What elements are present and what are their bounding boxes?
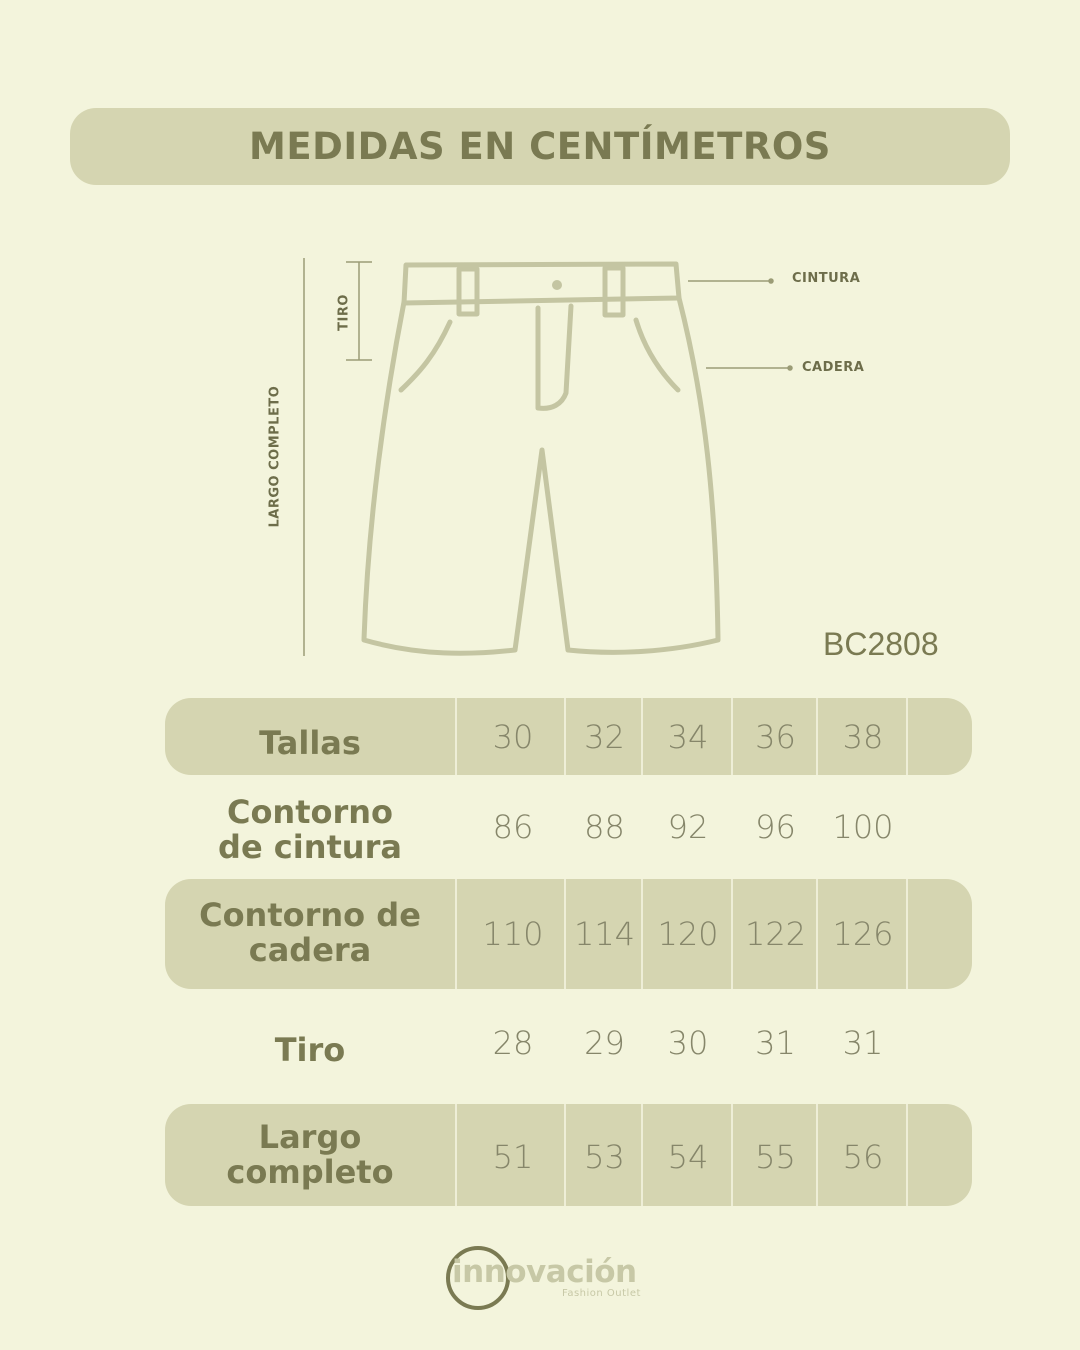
cadera-leader-dot: [788, 366, 792, 370]
row-label-largo: [165, 1120, 455, 1190]
value-cell: 114: [573, 915, 636, 953]
value-cell: 51: [492, 1138, 534, 1176]
brand-name: innovación: [452, 1254, 637, 1290]
product-code: BC2808: [823, 626, 939, 662]
value-cell: 55: [755, 1138, 796, 1176]
row-label-tallas: [165, 718, 455, 768]
label-text: Tallas: [259, 723, 361, 762]
brand-tagline: Fashion Outlet: [562, 1288, 641, 1299]
value-cell: 28: [492, 1024, 534, 1062]
value-cell: 122: [744, 915, 807, 953]
label-line: Contorno de: [199, 896, 421, 934]
size-cell: 38: [842, 718, 884, 756]
value-cell: 29: [584, 1024, 625, 1062]
value-cell: 126: [832, 915, 894, 953]
page-title: MEDIDAS EN CENTÍMETROS: [249, 125, 831, 168]
value-cell: 86: [492, 808, 534, 846]
label-line: completo: [226, 1153, 394, 1191]
tiro-label: TIRO: [336, 294, 352, 331]
waistband-outline: [404, 264, 679, 303]
cadera-label: CADERA: [802, 360, 865, 375]
size-cell: 34: [667, 718, 709, 756]
cintura-label: CINTURA: [792, 271, 861, 286]
value-cell: 110: [482, 915, 544, 953]
value-cell: 31: [842, 1024, 884, 1062]
row-label-tiro: [165, 1025, 455, 1075]
value-cell: 100: [832, 808, 894, 846]
cintura-leader-dot: [769, 279, 773, 283]
size-cell: 32: [584, 718, 625, 756]
pocket-left: [401, 322, 450, 390]
button-dot: [552, 280, 562, 290]
fly-outline: [538, 306, 571, 408]
value-cell: 96: [755, 808, 796, 846]
row-label-cadera: [165, 898, 455, 968]
label-text: Tiro: [274, 1030, 346, 1069]
value-cell: 31: [755, 1024, 796, 1062]
label-line: cadera: [248, 931, 372, 969]
value-cell: 120: [657, 915, 719, 953]
label-line: Contorno: [226, 793, 394, 831]
value-cell: 54: [667, 1138, 709, 1176]
row-label-cintura: [165, 795, 455, 865]
belt-loop-right: [605, 268, 623, 315]
largo-completo-label: LARGO COMPLETO: [267, 385, 283, 528]
pocket-right: [636, 320, 678, 390]
value-cell: 88: [584, 808, 625, 846]
belt-loop-left: [459, 269, 477, 314]
shorts-outline: [364, 298, 718, 653]
label-line: de cintura: [218, 828, 402, 866]
value-cell: 53: [584, 1138, 625, 1176]
brand-logo: [440, 1240, 660, 1315]
value-cell: 92: [667, 808, 709, 846]
size-cell: 36: [755, 718, 796, 756]
value-cell: 30: [667, 1024, 709, 1062]
size-cell: 30: [492, 718, 534, 756]
value-cell: 56: [842, 1138, 884, 1176]
label-line: Largo: [258, 1118, 362, 1156]
